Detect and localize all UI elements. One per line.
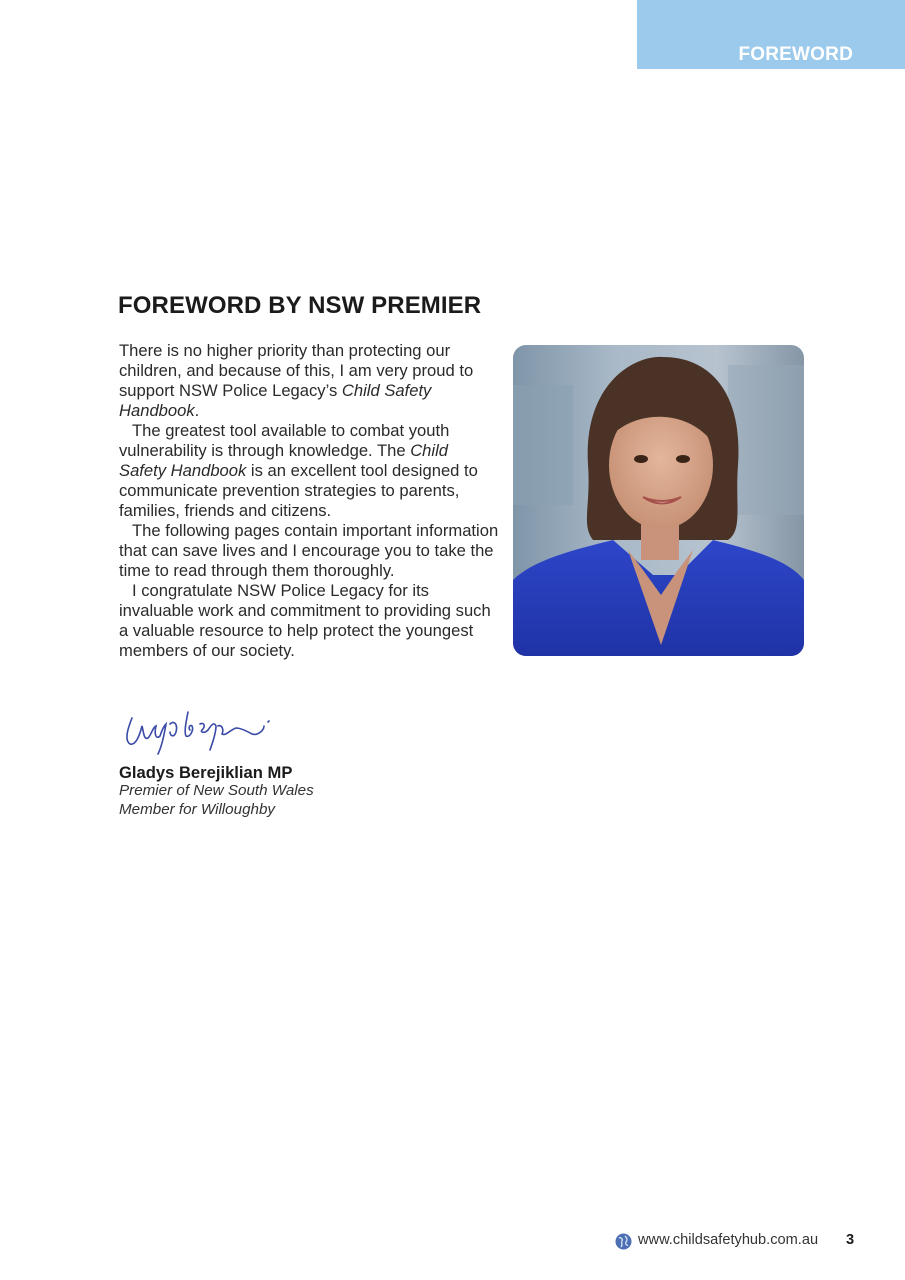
signer-title: Premier of New South Wales bbox=[119, 782, 314, 799]
footer-website-link[interactable]: www.childsafetyhub.com.au bbox=[638, 1232, 819, 1248]
signature bbox=[118, 700, 278, 756]
paragraph-4: I congratulate NSW Police Legacy for its invaluable work and commitment to providing such a valuable resource to help protect the youngest members of our society. bbox=[119, 581, 491, 660]
section-tab bbox=[637, 0, 905, 69]
foreword-body bbox=[119, 341, 499, 661]
signer-electorate: Member for Willoughby bbox=[119, 801, 276, 818]
premier-portrait bbox=[513, 345, 804, 656]
signer-name: Gladys Berejiklian MP bbox=[119, 763, 293, 782]
paragraph-1: There is no higher priority than protecting our children, and because of this, I am very proud to support NSW Police Legacy’s Child Safety Handbook. bbox=[119, 341, 474, 420]
globe-icon bbox=[615, 1233, 632, 1250]
paragraph-3: The following pages contain important information that can save lives and I encourage you to take the time to read through them thoroughly. bbox=[119, 521, 499, 580]
paragraph-2: The greatest tool available to combat youth vulnerability is through knowledge. The Child Safety Handbook is an excellent tool designed to communicate prevention strategies to parents, families, friends and citizens. bbox=[119, 421, 478, 520]
page-title: FOREWORD BY NSW PREMIER bbox=[118, 292, 482, 319]
page-number: 3 bbox=[846, 1232, 855, 1248]
section-tab-label: FOREWORD bbox=[738, 44, 853, 65]
